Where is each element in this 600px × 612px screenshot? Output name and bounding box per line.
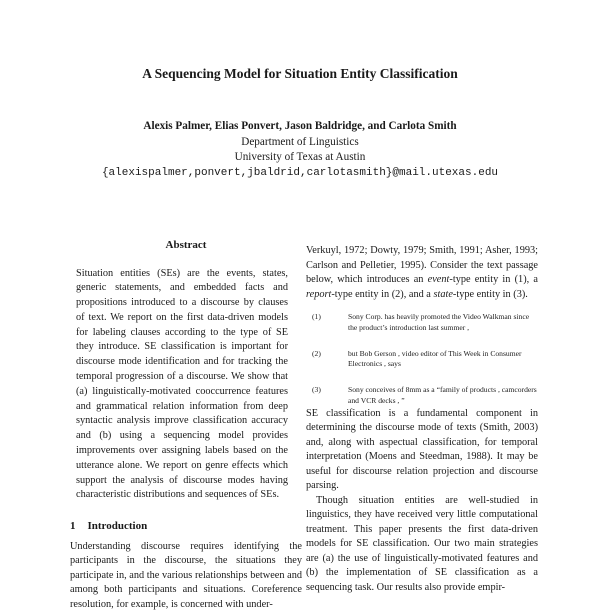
se-classification-paragraph: SE classification is a fundamental component in determining the discourse mode of texts (Smith, 2003) and, along with aspectual classification, for temporal interpretation (Moens and Steedman, 1988). It may be useful for discourse relation projection and discourse parsing. — [306, 407, 538, 492]
example-number: (2) — [312, 348, 321, 358]
introduction-text: Understanding discourse requires identifying the participants in the discourse, the situations they participate in, and the various relationships between and among both participants and situations. Coreference resolution, for example, is concerned with under- — [70, 540, 302, 610]
author-emails: {alexispalmer,ponvert,jbaldrid,carlotasmith}@mail.utexas.edu — [101, 166, 499, 179]
example-item — [312, 385, 538, 407]
section-title: Introduction — [87, 520, 148, 533]
university: University of Texas at Austin — [234, 151, 366, 163]
computational-treatment-paragraph: Though situation entities are well-studied in linguistics, they have received very little computational treatment. This paper presents the first data-driven models for SE classification. Our two main strategies are (a) the use of linguistically-motivated features and (b) the implementation of SE classification as a sequencing task. Our results also provide empir- — [306, 494, 538, 593]
example-list — [306, 312, 538, 407]
example-text: Sony conceives of 8mm as a “family of products , camcorders and VCR decks , ” — [348, 385, 537, 405]
author-names: Alexis Palmer, Elias Ponvert, Jason Baldridge, and Carlota Smith — [143, 120, 457, 132]
example-text: but Bob Gerson , video editor of This Week in Consumer Electronics , says — [348, 348, 522, 369]
term-report: report — [306, 288, 332, 300]
para-text: -type entity in (3). — [452, 288, 528, 300]
example-item — [312, 312, 538, 334]
department: Department of Linguistics — [241, 135, 359, 148]
para-text: -type entity in (1), a — [449, 274, 538, 285]
section-heading-introduction — [70, 519, 302, 534]
intro-continued-paragraph — [306, 244, 538, 302]
example-number: (1) — [312, 312, 321, 321]
abstract-body: Situation entities (SEs) are the events, states, generic statements, and embedded facts and propositions introduced to a discourse by clauses of text. We report on the first data-driven models for labeling clauses according to the type of SE they introduce. SE classification is important for discourse mode identification and for tracking the temporal progression of a discourse. We show that (a) linguistically-motivated cooccurrence features and grammatical relation information from deep syntactic analysis improve classification accuracy and (b) using a sequencing model provides improvements over assigning labels based on the utterance alone. We report on genre effects which support the analysis of discourse modes having characteristic distributions and sequences of SEs. — [76, 267, 288, 501]
para-text: Verkuyl, 1972; Dowty, 1979; Smith, 1991; Asher, 1993; Carlson and Pelletier, 1995). Consider the text passage below, which introduces an — [306, 245, 538, 285]
example-text: Sony Corp. has heavily promoted the Video Walkman since the product’s introduction last summer , — [348, 312, 530, 332]
term-event: event — [427, 274, 450, 285]
left-column — [70, 238, 302, 612]
abstract-heading: Abstract — [165, 239, 207, 251]
right-column — [306, 244, 538, 595]
para-text: -type entity in (2), and a — [331, 288, 434, 300]
term-state: state — [433, 288, 453, 300]
paper-title: A Sequencing Model for Situation Entity Classification — [142, 66, 458, 81]
example-number: (3) — [312, 385, 321, 395]
author-block — [0, 119, 600, 181]
example-item — [312, 349, 538, 371]
section-number: 1 — [70, 520, 76, 533]
